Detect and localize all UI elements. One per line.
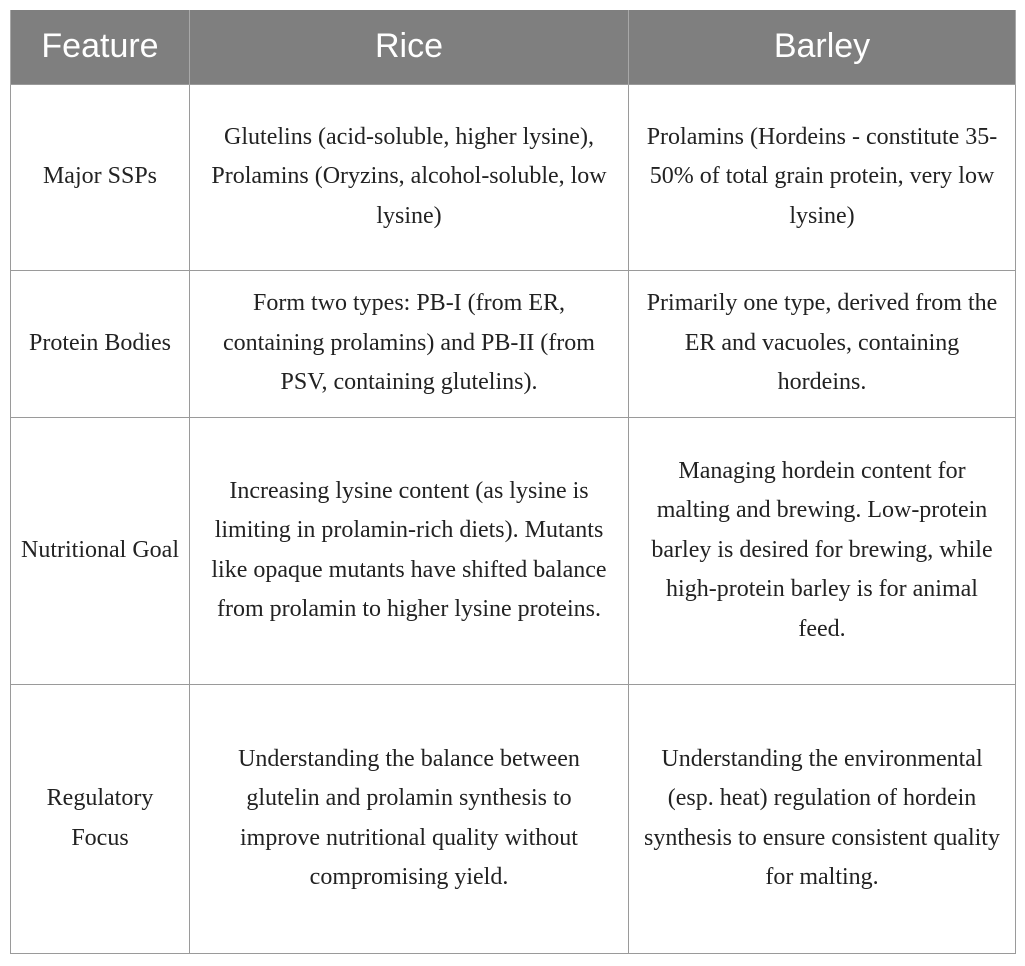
table-header [11,10,1016,84]
barley-cell: Understanding the environmental (esp. heat) regulation of hordein synthesis to ensure consistent quality for malting. [629,684,1016,953]
barley-cell: Managing hordein content for malting and brewing. Low-protein barley is desired for brewing, while high-protein barley is for animal feed. [629,417,1016,684]
table-body [11,84,1016,953]
table-row [11,684,1016,953]
table-row [11,84,1016,270]
header-row [11,10,1016,84]
rice-cell: Glutelins (acid-soluble, higher lysine), Prolamins (Oryzins, alcohol-soluble, low lysine) [190,84,629,270]
table-row [11,417,1016,684]
comparison-table [10,10,1016,954]
feature-cell: Protein Bodies [11,270,190,417]
feature-cell: Nutritional Goal [11,417,190,684]
header-barley: Barley [629,10,1016,84]
rice-cell: Increasing lysine content (as lysine is limiting in prolamin-rich diets). Mutants like opaque mutants have shifted balance from prolamin to higher lysine proteins. [190,417,629,684]
table-row [11,270,1016,417]
feature-cell: Major SSPs [11,84,190,270]
header-rice: Rice [190,10,629,84]
rice-cell: Form two types: PB-I (from ER, containing prolamins) and PB-II (from PSV, containing glutelins). [190,270,629,417]
feature-cell: Regulatory Focus [11,684,190,953]
barley-cell: Prolamins (Hordeins - constitute 35-50% of total grain protein, very low lysine) [629,84,1016,270]
header-feature: Feature [11,10,190,84]
barley-cell: Primarily one type, derived from the ER and vacuoles, containing hordeins. [629,270,1016,417]
rice-cell: Understanding the balance between glutelin and prolamin synthesis to improve nutritional quality without compromising yield. [190,684,629,953]
